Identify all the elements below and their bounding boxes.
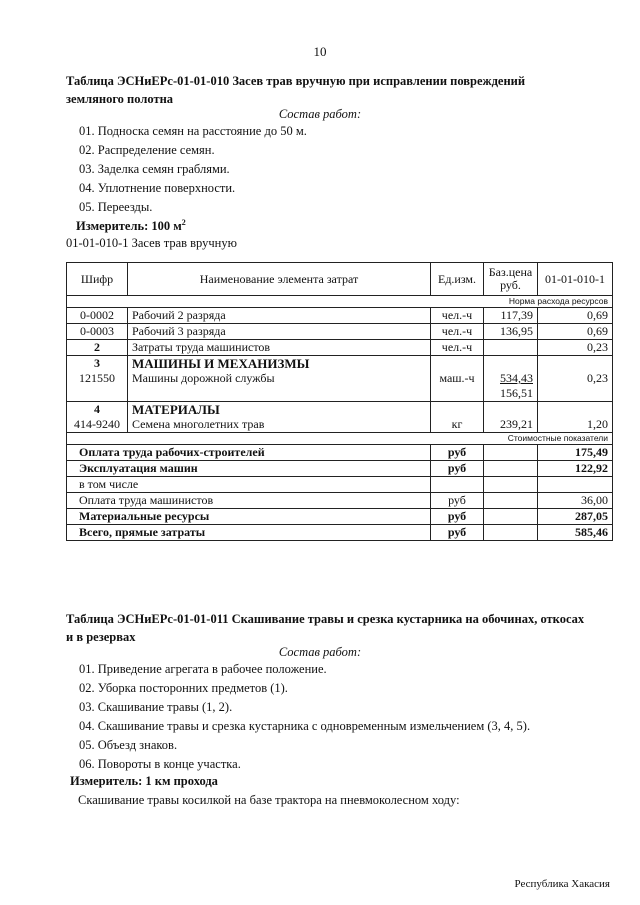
summary-label: Материальные ресурсы: [67, 509, 431, 525]
table-row: [67, 308, 613, 324]
step-item: 04. Скашивание травы и срезка кустарника с одновременным измельчением (3, 4, 5).: [79, 719, 531, 733]
table1-steps-list: [66, 122, 307, 217]
table2-composition-heading: Состав работ:: [278, 645, 362, 659]
summary-value: 287,05: [538, 509, 613, 525]
step-item: 01. Приведение агрегата в рабочее положение.: [79, 662, 327, 676]
summary-value: 122,92: [538, 461, 613, 477]
note-resources: Норма расхода ресурсов: [67, 296, 613, 308]
step-item: 03. Заделка семян граблями.: [79, 162, 230, 176]
note-row: [67, 296, 613, 308]
table2-steps-list: [66, 660, 530, 774]
meter-sup: 2: [181, 218, 186, 227]
section-title: МАТЕРИАЛЫ: [128, 402, 431, 418]
row-code: 0-0003: [67, 324, 128, 340]
table1-composition-heading: Состав работ:: [278, 107, 362, 121]
table-header-row: [67, 263, 613, 296]
summary-row: [67, 493, 613, 509]
summary-unit: руб: [431, 525, 484, 541]
summary-unit: руб: [431, 509, 484, 525]
header-unit: Ед.изм.: [431, 263, 484, 296]
row-price: 117,39: [484, 308, 538, 324]
note-row: [67, 433, 613, 445]
table2-meter: Измеритель: 1 км прохода: [70, 774, 218, 788]
row-unit: чел.-ч: [431, 340, 484, 356]
row-code: 121550: [67, 371, 128, 402]
table1-meter: [76, 218, 186, 234]
step-item: 01. Подноска семян на расстояние до 50 м.: [79, 124, 307, 138]
row-unit: чел.-ч: [431, 324, 484, 340]
row-name: Семена многолетних трав: [128, 417, 431, 433]
summary-value: 585,46: [538, 525, 613, 541]
page-number: 10: [313, 44, 327, 59]
summary-label: Эксплуатация машин: [67, 461, 431, 477]
summary-unit: руб: [431, 461, 484, 477]
summary-row: [67, 477, 613, 493]
step-item: 02. Распределение семян.: [79, 143, 215, 157]
meter-label: Измеритель: 100 м: [76, 219, 182, 234]
row-price-cell: [484, 371, 538, 402]
table2-title: Таблица ЭСНиЕРс-01-01-011 Скашивание травы и срезка кустарника на обочинах, откосах и в резервах: [66, 612, 585, 644]
summary-label: Оплата труда машинистов: [67, 493, 431, 509]
row-name: Машины дорожной службы: [128, 371, 431, 402]
table-row: [67, 417, 613, 433]
table-row: [67, 340, 613, 356]
row-norm: 0,69: [538, 324, 613, 340]
summary-unit: [431, 477, 484, 493]
table1-code-line: 01-01-010-1 Засев трав вручную: [66, 236, 237, 250]
row-code: 414-9240: [67, 417, 128, 433]
section-code: 3: [67, 356, 128, 372]
step-item: 03. Скашивание травы (1, 2).: [79, 700, 233, 714]
summary-unit: руб: [431, 445, 484, 461]
table-row: [67, 371, 613, 402]
row-price: 136,95: [484, 324, 538, 340]
section-code: 4: [67, 402, 128, 418]
step-item: 06. Повороты в конце участка.: [79, 757, 241, 771]
row-price: 239,21: [484, 417, 538, 433]
summary-row: [67, 461, 613, 477]
summary-label: Всего, прямые затраты: [67, 525, 431, 541]
table1-title: Таблица ЭСНиЕРс-01-01-010 Засев трав вручную при исправлении повреждений земляного полотна: [66, 74, 526, 106]
row-unit: маш.-ч: [431, 371, 484, 402]
row-price: [484, 340, 538, 356]
row-code: 2: [67, 340, 128, 356]
section-row: [67, 402, 613, 418]
row-name: Затраты труда машинистов: [128, 340, 431, 356]
step-item: 05. Переезды.: [79, 200, 153, 214]
row-price: 534,43: [500, 371, 533, 385]
row-price-secondary: 156,51: [500, 386, 533, 400]
row-unit: кг: [431, 417, 484, 433]
summary-unit: руб: [431, 493, 484, 509]
header-price: Баз.цена руб.: [484, 263, 538, 296]
row-name: Рабочий 2 разряда: [128, 308, 431, 324]
summary-value: 36,00: [538, 493, 613, 509]
header-code: Шифр: [67, 263, 128, 296]
summary-label: Оплата труда рабочих-строителей: [67, 445, 431, 461]
summary-label: в том числе: [67, 477, 431, 493]
row-norm: 0,23: [538, 371, 613, 402]
row-name: Рабочий 3 разряда: [128, 324, 431, 340]
summary-value: [538, 477, 613, 493]
note-cost: Стоимостные показатели: [67, 433, 613, 445]
header-norm: 01-01-010-1: [538, 263, 613, 296]
header-name: Наименование элемента затрат: [128, 263, 431, 296]
page-footer: Республика Хакасия: [514, 878, 610, 890]
cost-table: [66, 262, 613, 541]
step-item: 05. Объезд знаков.: [79, 738, 178, 752]
row-unit: чел.-ч: [431, 308, 484, 324]
row-norm: 1,20: [538, 417, 613, 433]
summary-row: [67, 509, 613, 525]
summary-value: 175,49: [538, 445, 613, 461]
summary-row: [67, 445, 613, 461]
table2-description: Скашивание травы косилкой на базе трактора на пневмоколесном ходу:: [78, 793, 460, 807]
row-norm: 0,23: [538, 340, 613, 356]
row-code: 0-0002: [67, 308, 128, 324]
step-item: 04. Уплотнение поверхности.: [79, 181, 236, 195]
row-norm: 0,69: [538, 308, 613, 324]
section-row: [67, 356, 613, 372]
section-title: МАШИНЫ И МЕХАНИЗМЫ: [128, 356, 431, 372]
summary-row: [67, 525, 613, 541]
table-row: [67, 324, 613, 340]
step-item: 02. Уборка посторонних предметов (1).: [79, 681, 288, 695]
